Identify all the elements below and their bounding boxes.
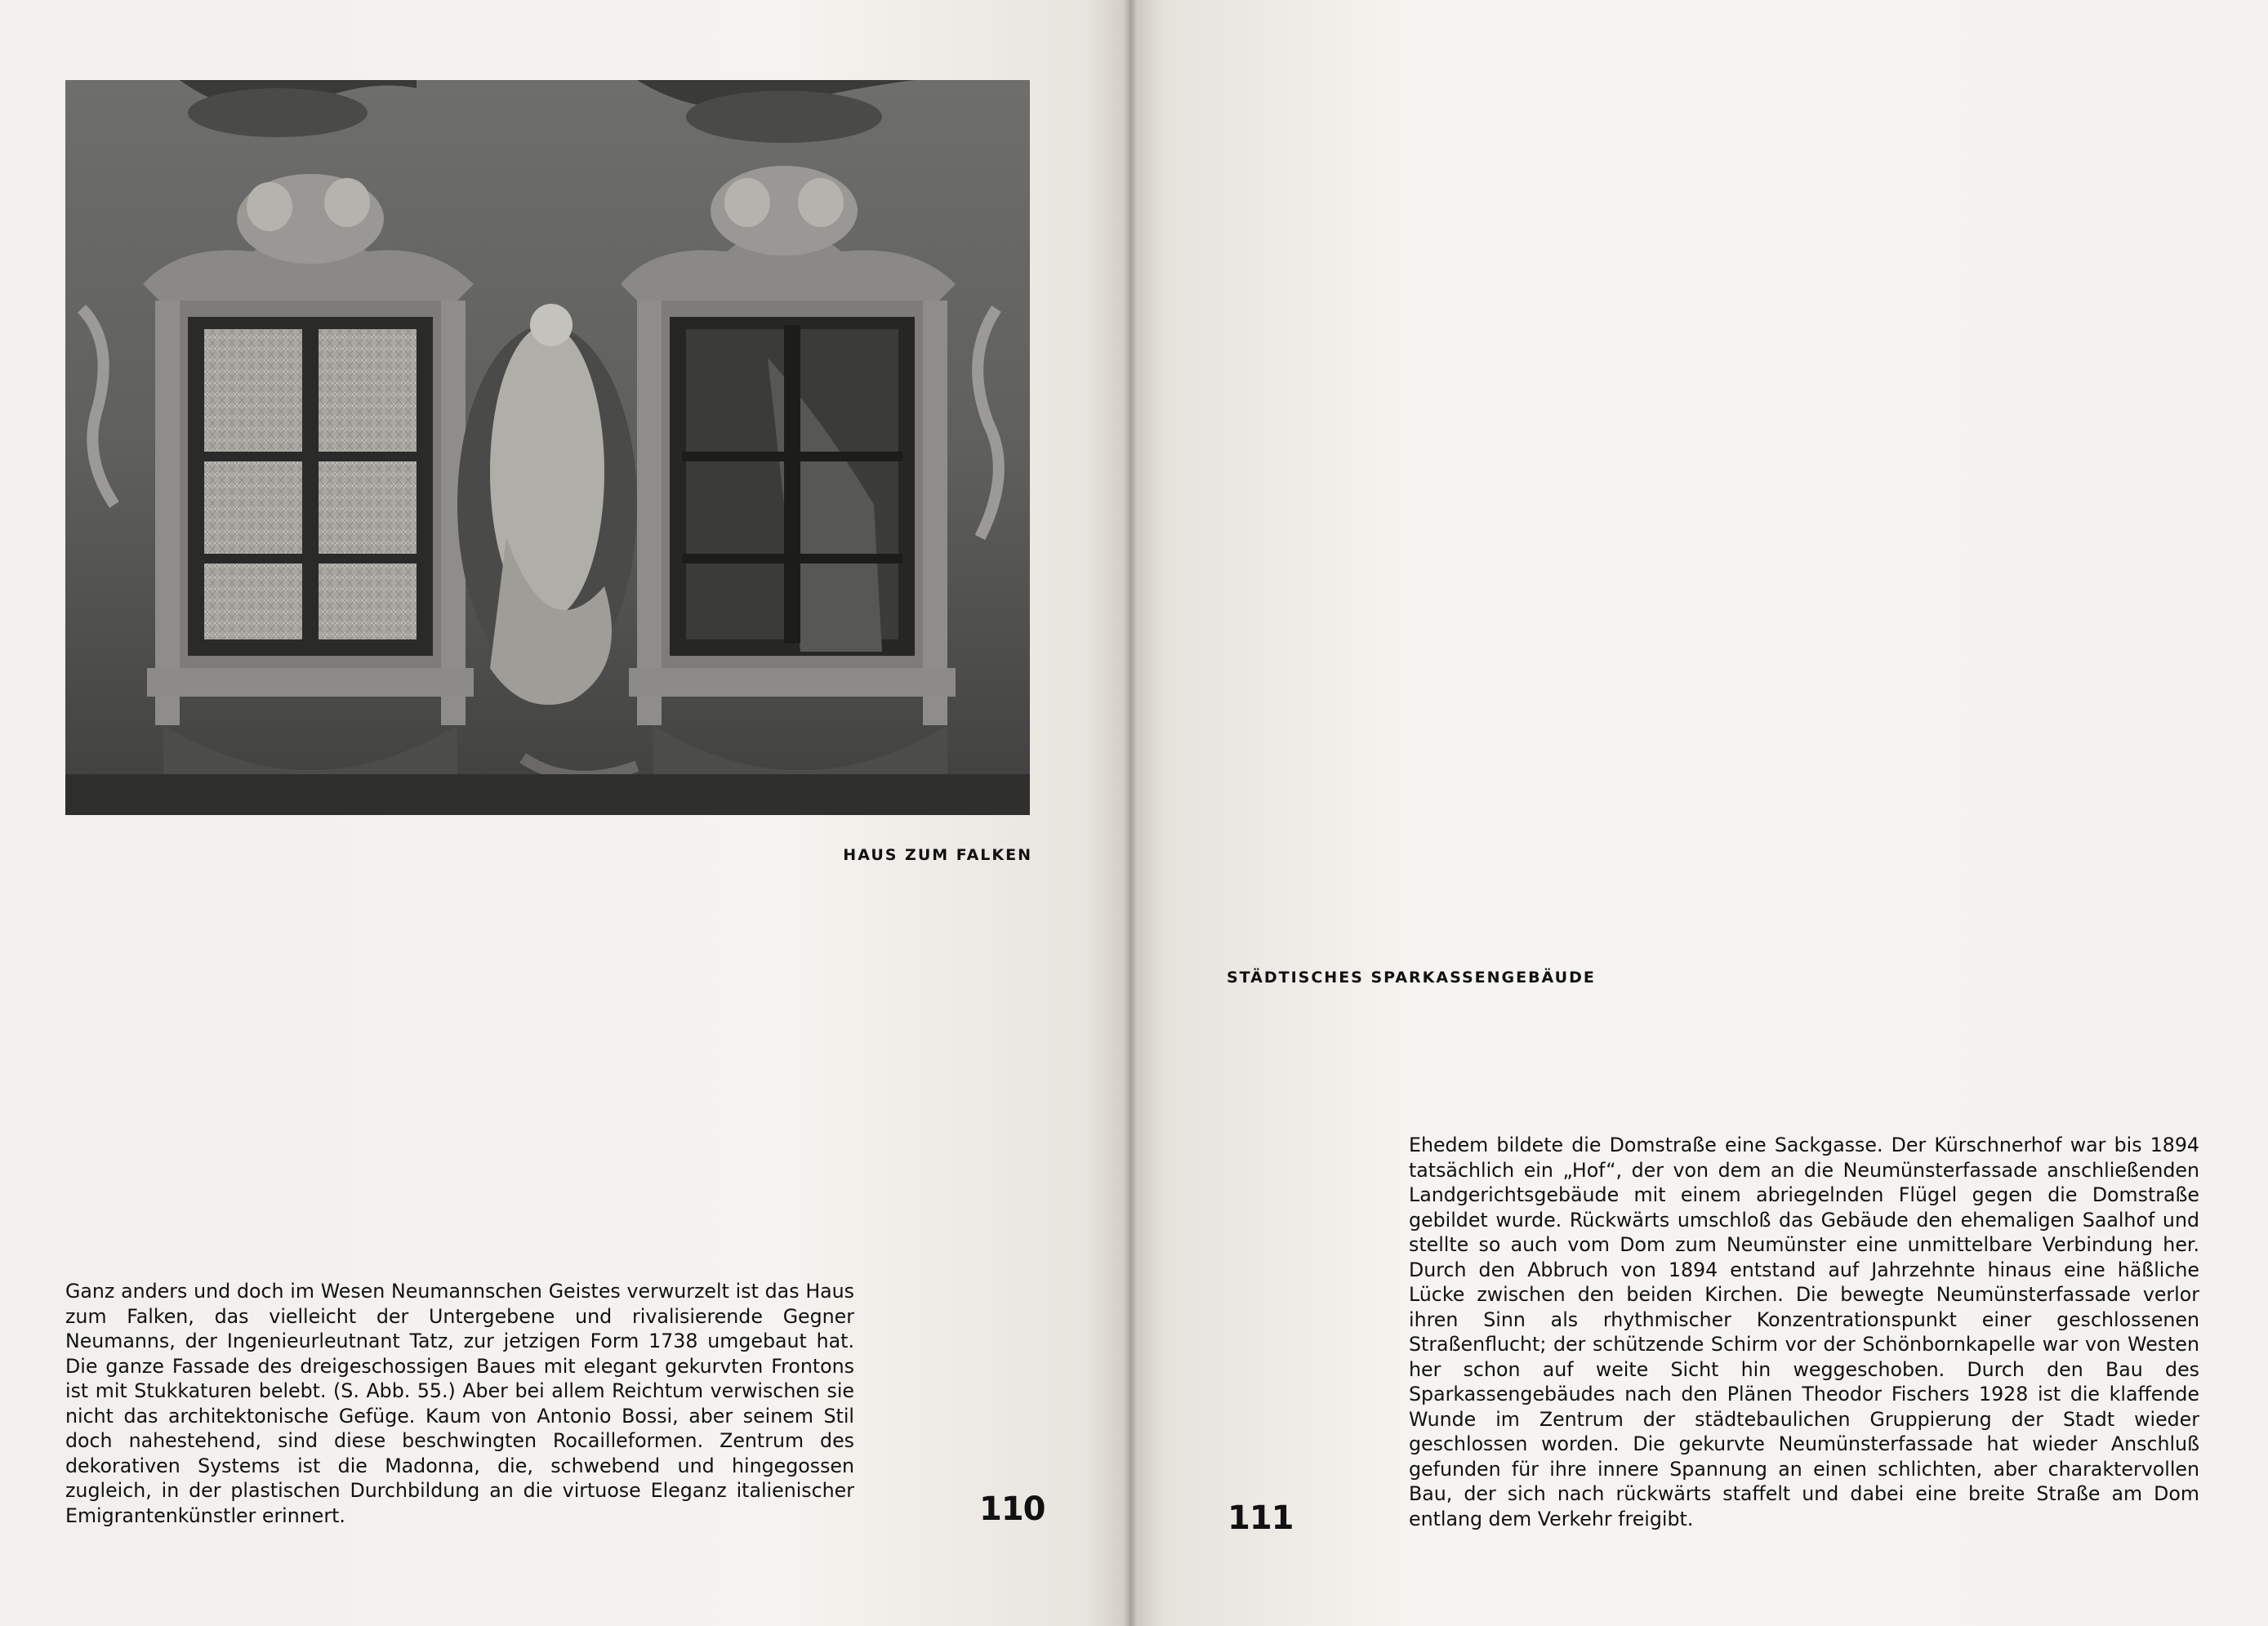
photo-caption-sparkassengebaeude: STÄDTISCHES SPARKASSENGEBÄUDE bbox=[1227, 969, 1596, 987]
right-page bbox=[1130, 0, 2268, 1626]
body-text-right: Ehedem bildete die Domstraße eine Sackgasse. Der Kürschnerhof war bis 1894 tatsächlich ein „Hof“, der von dem an die Neumünsterfassade anschließenden Landgerichtsgebäude mit einem abriegelnden Flügel gegen die Domstraße gebildet wurde. Rückwärts umschloß das Gebäude den ehemaligen Saalhof und stellte so auch vom Dom zum Neumünster eine unmittelbare Verbindung her. Durch den Abbruch von 1894 entstand auf Jahrzehnte hinaus eine häßliche Lücke zwischen den beiden Kirchen. Die bewegte Neumünsterfassade verlor ihren Sinn als rhythmischer Konzentrationspunkt einer geschlossenen Straßenflucht; der schützende Schirm vor der Schönbornkapelle war von Westen her schon auf weite Sicht hin weggeschoben. Durch den Bau des Sparkassengebäudes nach den Plänen Theodor Fischers 1928 ist die klaffende Wunde im Zentrum der städtebaulichen Gruppierung der Stadt wieder geschlossen worden. Die gekurvte Neumünsterfassade hat wieder Anschluß gefunden für ihre innere Spannung an einen schlichten, aber charaktervollen Bau, der sich nach rückwärts staffelt und dabei eine breite Straße am Dom entlang dem Verkehr freigibt. bbox=[1409, 1134, 2199, 1530]
photo-caption-haus-zum-falken: HAUS ZUM FALKEN bbox=[843, 846, 1032, 864]
haus-zum-falken-photo bbox=[65, 80, 1030, 815]
page-number-left: 110 bbox=[979, 1490, 1045, 1528]
book-gutter-shadow bbox=[1124, 0, 1137, 1626]
page-number-right: 111 bbox=[1228, 1499, 1294, 1537]
facade-photo-graphic bbox=[65, 80, 1030, 815]
left-page bbox=[0, 0, 1130, 1626]
body-text-left: Ganz anders und doch im Wesen Neumannschen Geistes verwurzelt ist das Haus zum Falken, das vielleicht der Untergebene und rivalisierende Gegner Neumanns, der Ingenieurleutnant Tatz, zur jetzigen Form 1738 umgebaut hat. Die ganze Fassade des dreigeschossigen Baues mit elegant gekurvten Frontons ist mit Stukkaturen belebt. (S. Abb. 55.) Aber bei allem Reichtum verwischen sie nicht das architektonische Gefüge. Kaum von Antonio Bossi, aber seinem Stil doch nahestehend, sind diese beschwingten Rocailleformen. Zentrum des dekorativen Systems ist die Madonna, die, schwebend und hingegossen zugleich, in der plastischen Durchbildung an die virtuose Eleganz italienischer Emigrantenkünstler erinnert. bbox=[65, 1280, 854, 1527]
